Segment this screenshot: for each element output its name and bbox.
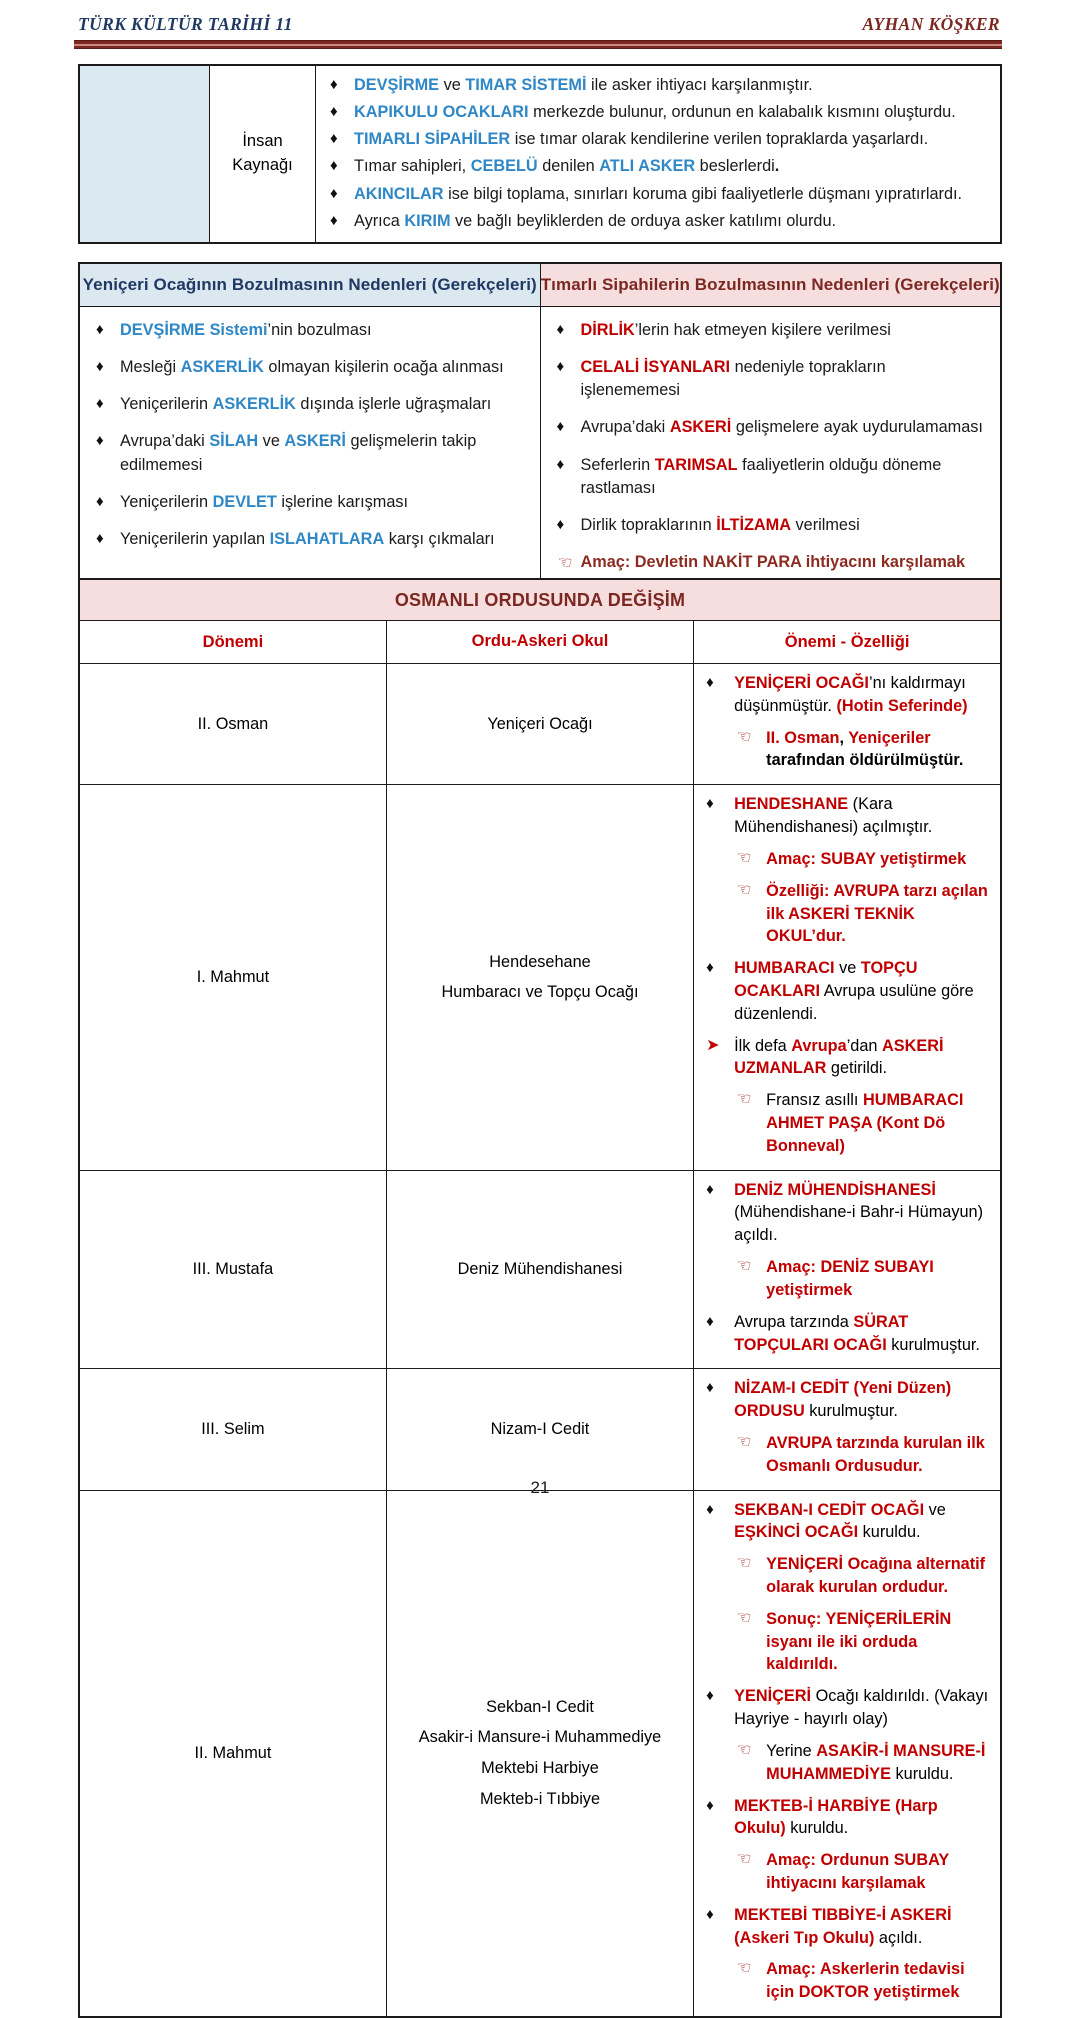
- text-run: YENİÇERİ: [734, 1687, 812, 1706]
- table-row: [79, 1490, 1001, 2017]
- text-run: Avrupa: [791, 1036, 847, 1055]
- text-run: denilen: [537, 157, 600, 176]
- list-item: [704, 1958, 990, 2004]
- text-run: karşı çıkmaları: [384, 529, 495, 548]
- text-run: ve: [439, 76, 466, 94]
- text-run: Avrupa’daki: [120, 432, 210, 451]
- text-run: ISLAHATLARA: [269, 529, 385, 548]
- text-run: Yeniçerilerin: [120, 492, 213, 511]
- text-run: ASKERLİK: [180, 358, 264, 377]
- list-item: [326, 210, 988, 233]
- list-item: [553, 416, 987, 439]
- okul-name: Mektebi Harbiye: [481, 1759, 599, 1778]
- bullet-diamond-icon: ♦: [706, 959, 714, 977]
- list-item: [704, 1311, 990, 1357]
- text-run: dışında işlerle uğraşmaları: [295, 395, 492, 414]
- list-item: [553, 551, 987, 574]
- text-run: Seferlerin: [580, 455, 655, 474]
- bullet-list: [704, 1499, 990, 2004]
- bullet-diamond-icon: ♦: [706, 674, 714, 691]
- text-run: TIMARLI SİPAHİLER: [354, 130, 511, 149]
- row-label-insan-kaynagi: [210, 65, 316, 243]
- okul-stack: [387, 1254, 693, 1285]
- text-run: kuruldu.: [785, 1819, 849, 1838]
- text-run: olmayan kişilerin ocağa alınması: [263, 358, 504, 377]
- bullet-diamond-icon: ♦: [330, 130, 338, 148]
- pointing-hand-icon: ☞: [734, 1957, 753, 1979]
- text-run: AVRUPA tarzında kurulan ilk Osmanlı Ordusudur.: [766, 1433, 985, 1475]
- text-run: Avrupa tarzında: [734, 1312, 854, 1331]
- list-item: [92, 356, 526, 379]
- bullet-list: [704, 672, 990, 772]
- list-item: [704, 1499, 990, 1545]
- text-run: ASAKİR-İ MANSURE-İ MUHAMMEDİYE: [766, 1741, 986, 1783]
- table-bozulma-nedenleri: [78, 262, 1002, 592]
- list-item: [704, 672, 990, 718]
- text-run: II. Osman: [766, 728, 840, 747]
- list-item: [704, 1377, 990, 1423]
- text-run: tarafından öldürülmüştür.: [766, 751, 964, 770]
- bullet-diamond-icon: ♦: [330, 76, 338, 93]
- table-insan-kaynagi: [78, 64, 1002, 244]
- header-rule: [74, 40, 1002, 49]
- cell-ordu-askeri-okul: [386, 664, 693, 785]
- list-item: [553, 454, 987, 500]
- list-item: [704, 1089, 990, 1157]
- bullet-diamond-icon: ♦: [96, 432, 104, 450]
- page-number: 21: [530, 1478, 550, 1497]
- table-title: OSMANLI ORDUSUNDA DEĞİŞİM: [79, 579, 1001, 621]
- text-run: Yeniçeriler: [848, 728, 931, 747]
- text-run: ’lerin hak etmeyen kişilere verilmesi: [634, 321, 891, 339]
- text-run: YENİÇERİ Ocağına alternatif olarak kurulan ordudur.: [766, 1555, 986, 1596]
- bullet-diamond-icon: ♦: [706, 1905, 714, 1923]
- text-run: EŞKİNCİ OCAĞI: [734, 1523, 859, 1542]
- book-title: TÜRK KÜLTÜR TARİHİ 11: [78, 14, 293, 34]
- table-title-row: [79, 579, 1001, 621]
- table-header-row: [79, 621, 1001, 664]
- okul-stack: [387, 709, 693, 740]
- text-run: SİLAH: [209, 432, 259, 451]
- list-item: [704, 848, 990, 871]
- text-run: (Mühendishane-i Bahr-i Hümayun) açıldı.: [734, 1203, 984, 1245]
- column-header-ordu-askeri-okul: Ordu-Askeri Okul: [386, 621, 693, 664]
- cell-yeniceri-reasons: [79, 307, 540, 592]
- cell-onemi-ozelligi: [694, 664, 1001, 785]
- list-item: [92, 528, 526, 551]
- list-item: [326, 128, 988, 151]
- text-run: ASKERİ: [669, 418, 732, 437]
- table-header-row: [79, 263, 1001, 307]
- cell-donem: III. Selim: [79, 1369, 386, 1490]
- okul-name: Mekteb-i Tıbbiye: [479, 1790, 601, 1809]
- cell-donem: II. Osman: [79, 664, 386, 785]
- bullet-list: [704, 1179, 990, 1357]
- list-item: [553, 514, 987, 537]
- column-header-onemi-ozelligi: Önemi - Özelliği: [694, 621, 1001, 664]
- text-run: DEVŞİRME: [354, 76, 440, 94]
- bullet-list-left: [92, 319, 526, 551]
- text-run: verilmesi: [791, 515, 860, 534]
- cell-donem: II. Mahmut: [79, 1490, 386, 2017]
- okul-name: Asakir-i Mansure-i Muhammediye: [418, 1728, 662, 1747]
- list-item: [704, 1795, 990, 1841]
- bullet-diamond-icon: ♦: [330, 211, 338, 229]
- text-run: (Hotin Seferinde): [836, 696, 968, 715]
- bullet-list: [704, 1377, 990, 1477]
- bullet-diamond-icon: ♦: [96, 529, 104, 547]
- okul-stack: [387, 1692, 693, 1815]
- text-run: CELALİ İSYANLARI: [580, 358, 731, 377]
- text-run: ’nı kaldırmayı düşünmüştür.: [734, 674, 966, 715]
- list-item: [92, 319, 526, 342]
- text-run: kuruldu.: [890, 1764, 954, 1783]
- cell-ordu-askeri-okul: [386, 1170, 693, 1369]
- cell-timarli-reasons: [540, 307, 1001, 592]
- table-row: [79, 1170, 1001, 1369]
- text-run: Yeniçerilerin: [120, 395, 213, 414]
- pointing-hand-icon: ☞: [734, 1088, 753, 1110]
- pointing-hand-icon: ☞: [734, 1738, 753, 1760]
- text-run: gelişmelerin takip edilmemesi: [120, 432, 477, 474]
- text-run: HUMBARACI AHMET PAŞA (Kont Dö Bonneval): [766, 1091, 964, 1155]
- text-run: Mesleği: [120, 358, 181, 377]
- list-item: [704, 1432, 990, 1478]
- text-run: DEVŞİRME Sistemi: [120, 321, 268, 339]
- text-run: ASKERLİK: [212, 395, 296, 414]
- text-run: ,: [839, 728, 849, 747]
- text-run: gelişmelere ayak uydurulamaması: [731, 418, 983, 437]
- running-header: [78, 14, 1000, 42]
- text-run: ve: [834, 959, 861, 978]
- text-run: Amaç: Devletin NAKİT PARA ihtiyacını karşılamak: [580, 552, 966, 571]
- text-run: MEKTEB-İ HARBİYE (Harp Okulu): [734, 1796, 938, 1838]
- cell-onemi-ozelligi: [694, 785, 1001, 1170]
- list-item: [92, 393, 526, 416]
- text-run: ’dan: [846, 1036, 882, 1055]
- pointing-hand-icon: ☞: [734, 1255, 753, 1277]
- bullet-diamond-icon: ♦: [706, 1796, 714, 1814]
- header-timarli-sipahiler: Tımarlı Sipahilerin Bozulmasının Nedenleri (Gerekçeleri): [540, 263, 1001, 307]
- text-run: Tımar sahipleri,: [354, 157, 471, 176]
- text-run: DENİZ MÜHENDİSHANESİ: [734, 1180, 936, 1199]
- table-row: [79, 65, 1001, 243]
- okul-stack: [387, 947, 693, 1009]
- list-item: [326, 101, 988, 124]
- bullet-diamond-icon: ♦: [556, 358, 565, 376]
- cell-donem: III. Mustafa: [79, 1170, 386, 1369]
- cell-ordu-askeri-okul: [386, 785, 693, 1170]
- arrow-right-icon: ➤: [706, 1036, 720, 1054]
- text-run: ASKERİ UZMANLAR: [734, 1036, 944, 1078]
- text-run: merkezde bulunur, ordunun en kalabalık kısmını oluşturdu.: [528, 103, 956, 122]
- text-run: beslerlerdi: [695, 157, 775, 176]
- list-item: [704, 793, 990, 839]
- okul-name: Deniz Mühendishanesi: [457, 1260, 623, 1279]
- text-run: kurulmuştur.: [886, 1335, 980, 1354]
- text-run: ise bilgi toplama, sınırları koruma gibi faaliyetlerle düşmanı yıpratırlardı.: [443, 184, 963, 203]
- author-name: AYHAN KÖŞKER: [862, 14, 1000, 34]
- bullet-diamond-icon: ♦: [96, 321, 104, 338]
- text-run: ve: [924, 1500, 946, 1519]
- list-item: [704, 880, 990, 948]
- bullet-diamond-icon: ♦: [706, 1312, 714, 1330]
- text-run: CEBELÜ: [470, 157, 538, 176]
- text-run: ve: [258, 432, 285, 451]
- bullet-diamond-icon: ♦: [706, 1379, 714, 1397]
- text-run: Avrupa’daki: [580, 418, 670, 437]
- pointing-hand-icon: ☞: [734, 1430, 753, 1452]
- text-run: Yerine: [766, 1741, 817, 1760]
- pointing-hand-icon: ☞: [734, 1606, 753, 1628]
- text-run: ’nin bozulması: [267, 321, 372, 339]
- text-run: kuruldu.: [858, 1523, 921, 1542]
- text-run: İLTİZAMA: [716, 515, 791, 534]
- text-run: TIMAR SİSTEMİ: [465, 76, 587, 94]
- text-run: nedeniyle toprakların işlenememesi: [580, 358, 886, 400]
- row-label-text: İnsan Kaynağı: [232, 132, 293, 174]
- list-item: [704, 727, 990, 773]
- text-run: İlk defa: [734, 1036, 792, 1055]
- cell-ordu-askeri-okul: [386, 1369, 693, 1490]
- text-run: Fransız asıllı: [766, 1091, 863, 1110]
- text-run: KAPIKULU OCAKLARI: [354, 103, 529, 122]
- bullet-list-right: [553, 319, 987, 574]
- table-row: [79, 785, 1001, 1170]
- text-run: Ayrıca: [354, 211, 405, 230]
- text-run: Amaç: DENİZ SUBAYI yetiştirmek: [766, 1258, 934, 1299]
- bullet-diamond-icon: ♦: [556, 418, 565, 436]
- text-run: işlerine karışması: [276, 492, 409, 511]
- pointing-hand-icon: ☞: [734, 725, 753, 747]
- text-run: Amaç: Askerlerin tedavisi için DOKTOR yetiştirmek: [766, 1960, 965, 2002]
- list-item: [704, 1685, 990, 1731]
- cell-ordu-askeri-okul: [386, 1490, 693, 2017]
- text-run: Ocağı kaldırıldı. (Vakayı Hayriye - hayırlı olay): [734, 1687, 989, 1729]
- okul-name: Sekban-I Cedit: [486, 1697, 594, 1716]
- bullet-diamond-icon: ♦: [556, 321, 565, 338]
- text-run: TARIMSAL: [654, 455, 738, 474]
- bullet-diamond-icon: ♦: [556, 455, 565, 473]
- bullet-diamond-icon: ♦: [330, 184, 338, 202]
- bullet-diamond-icon: ♦: [706, 1500, 714, 1518]
- text-run: ve bağlı beyliklerden de orduya asker katılımı olurdu.: [450, 211, 837, 230]
- text-run: Avrupa usulüne göre düzenlendi.: [734, 981, 974, 1023]
- cell-onemi-ozelligi: [694, 1170, 1001, 1369]
- blank-accent-cell: [79, 65, 210, 243]
- list-item: [704, 1904, 990, 1950]
- text-run: AKINCILAR: [354, 184, 444, 203]
- table-row: [79, 664, 1001, 785]
- pointing-hand-icon: ☞: [734, 1552, 753, 1574]
- text-run: MEKTEBİ TIBBİYE-İ ASKERİ (Askeri Tıp Okulu): [734, 1905, 952, 1947]
- pointing-hand-icon: ☞: [734, 846, 753, 868]
- text-run: (Kara Mühendishanesi) açılmıştır.: [734, 795, 933, 837]
- pointing-hand-icon: ☞: [555, 552, 574, 573]
- text-run: Sonuç: YENİÇERİLERİN isyanı ile iki orduda kaldırıldı.: [766, 1609, 952, 1674]
- text-run: ise tımar olarak kendilerine verilen topraklarda yaşarlardı.: [510, 130, 929, 149]
- bullet-diamond-icon: ♦: [330, 103, 338, 121]
- text-run: YENİÇERİ OCAĞI: [734, 674, 869, 692]
- text-run: TOPÇU OCAKLARI: [734, 959, 918, 1000]
- text-run: SÜRAT TOPÇULARI OCAĞI: [734, 1312, 909, 1354]
- okul-name: Yeniçeri Ocağı: [487, 714, 593, 733]
- list-item: [704, 1179, 990, 1247]
- text-run: kurulmuştur.: [804, 1402, 898, 1421]
- list-item: [92, 430, 526, 476]
- bullet-diamond-icon: ♦: [706, 795, 714, 813]
- bullet-diamond-icon: ♦: [706, 1180, 714, 1198]
- bullet-diamond-icon: ♦: [96, 492, 104, 510]
- header-yeniceri-ocagi: Yeniçeri Ocağının Bozulmasının Nedenleri (Gerekçeleri): [79, 263, 540, 307]
- list-item: [704, 1608, 990, 1676]
- text-run: getirildi.: [826, 1059, 888, 1078]
- pointing-hand-icon: ☞: [734, 1848, 753, 1870]
- cell-onemi-ozelligi: [694, 1369, 1001, 1490]
- list-item: [704, 1553, 990, 1599]
- table-row: [79, 307, 1001, 592]
- insan-kaynagi-content: [316, 65, 1002, 243]
- bullet-diamond-icon: ♦: [556, 515, 565, 533]
- text-run: Dirlik topraklarının: [580, 515, 717, 534]
- table-row: [79, 1369, 1001, 1490]
- text-run: HUMBARACI: [734, 959, 835, 978]
- text-run: Özelliği: AVRUPA tarzı açılan ilk ASKERİ TEKNİK OKUL’dur.: [766, 881, 988, 946]
- table-osmanli-ordusunda-degisim: [78, 578, 1002, 2018]
- okul-name: Humbaracı ve Topçu Ocağı: [441, 983, 639, 1002]
- text-run: DEVLET: [212, 492, 277, 511]
- text-run: HENDESHANE: [734, 795, 849, 814]
- text-run: .: [774, 157, 780, 176]
- text-run: ASKERİ: [284, 432, 346, 451]
- bullet-list: [326, 74, 988, 233]
- list-item: [704, 1849, 990, 1895]
- text-run: ATLI ASKER: [599, 157, 696, 176]
- cell-donem: I. Mahmut: [79, 785, 386, 1170]
- bullet-diamond-icon: ♦: [330, 157, 338, 175]
- text-run: NİZAM-I CEDİT (Yeni Düzen) ORDUSU: [734, 1379, 952, 1421]
- pointing-hand-icon: ☞: [734, 878, 753, 900]
- list-item: [326, 183, 988, 206]
- text-run: faaliyetlerin olduğu döneme rastlaması: [580, 455, 942, 497]
- text-run: Amaç: SUBAY yetiştirmek: [766, 849, 967, 868]
- okul-stack: [387, 1414, 693, 1445]
- list-item: [553, 356, 987, 402]
- list-item: [704, 1740, 990, 1786]
- cell-onemi-ozelligi: [694, 1490, 1001, 2017]
- column-header-donemi: Dönemi: [79, 621, 386, 664]
- text-run: Amaç: Ordunun SUBAY ihtiyacını karşılamak: [766, 1851, 949, 1892]
- bullet-diamond-icon: ♦: [96, 395, 104, 413]
- bullet-list: [704, 793, 990, 1157]
- text-run: açıldı.: [874, 1928, 923, 1947]
- list-item: [326, 155, 988, 178]
- okul-name: Nizam-I Cedit: [490, 1420, 590, 1439]
- list-item: [704, 1256, 990, 1302]
- list-item: [553, 319, 987, 342]
- text-run: Yeniçerilerin yapılan: [120, 529, 270, 548]
- list-item: [704, 957, 990, 1025]
- text-run: DİRLİK: [580, 321, 635, 339]
- text-run: KIRIM: [404, 211, 451, 230]
- bullet-diamond-icon: ♦: [706, 1687, 714, 1705]
- bullet-diamond-icon: ♦: [96, 358, 104, 376]
- list-item: [92, 491, 526, 514]
- text-run: ile asker ihtiyacı karşılanmıştır.: [586, 76, 813, 94]
- okul-name: Hendesehane: [489, 952, 591, 971]
- list-item: [326, 74, 988, 97]
- text-run: SEKBAN-I CEDİT OCAĞI: [734, 1500, 925, 1519]
- list-item: [704, 1035, 990, 1081]
